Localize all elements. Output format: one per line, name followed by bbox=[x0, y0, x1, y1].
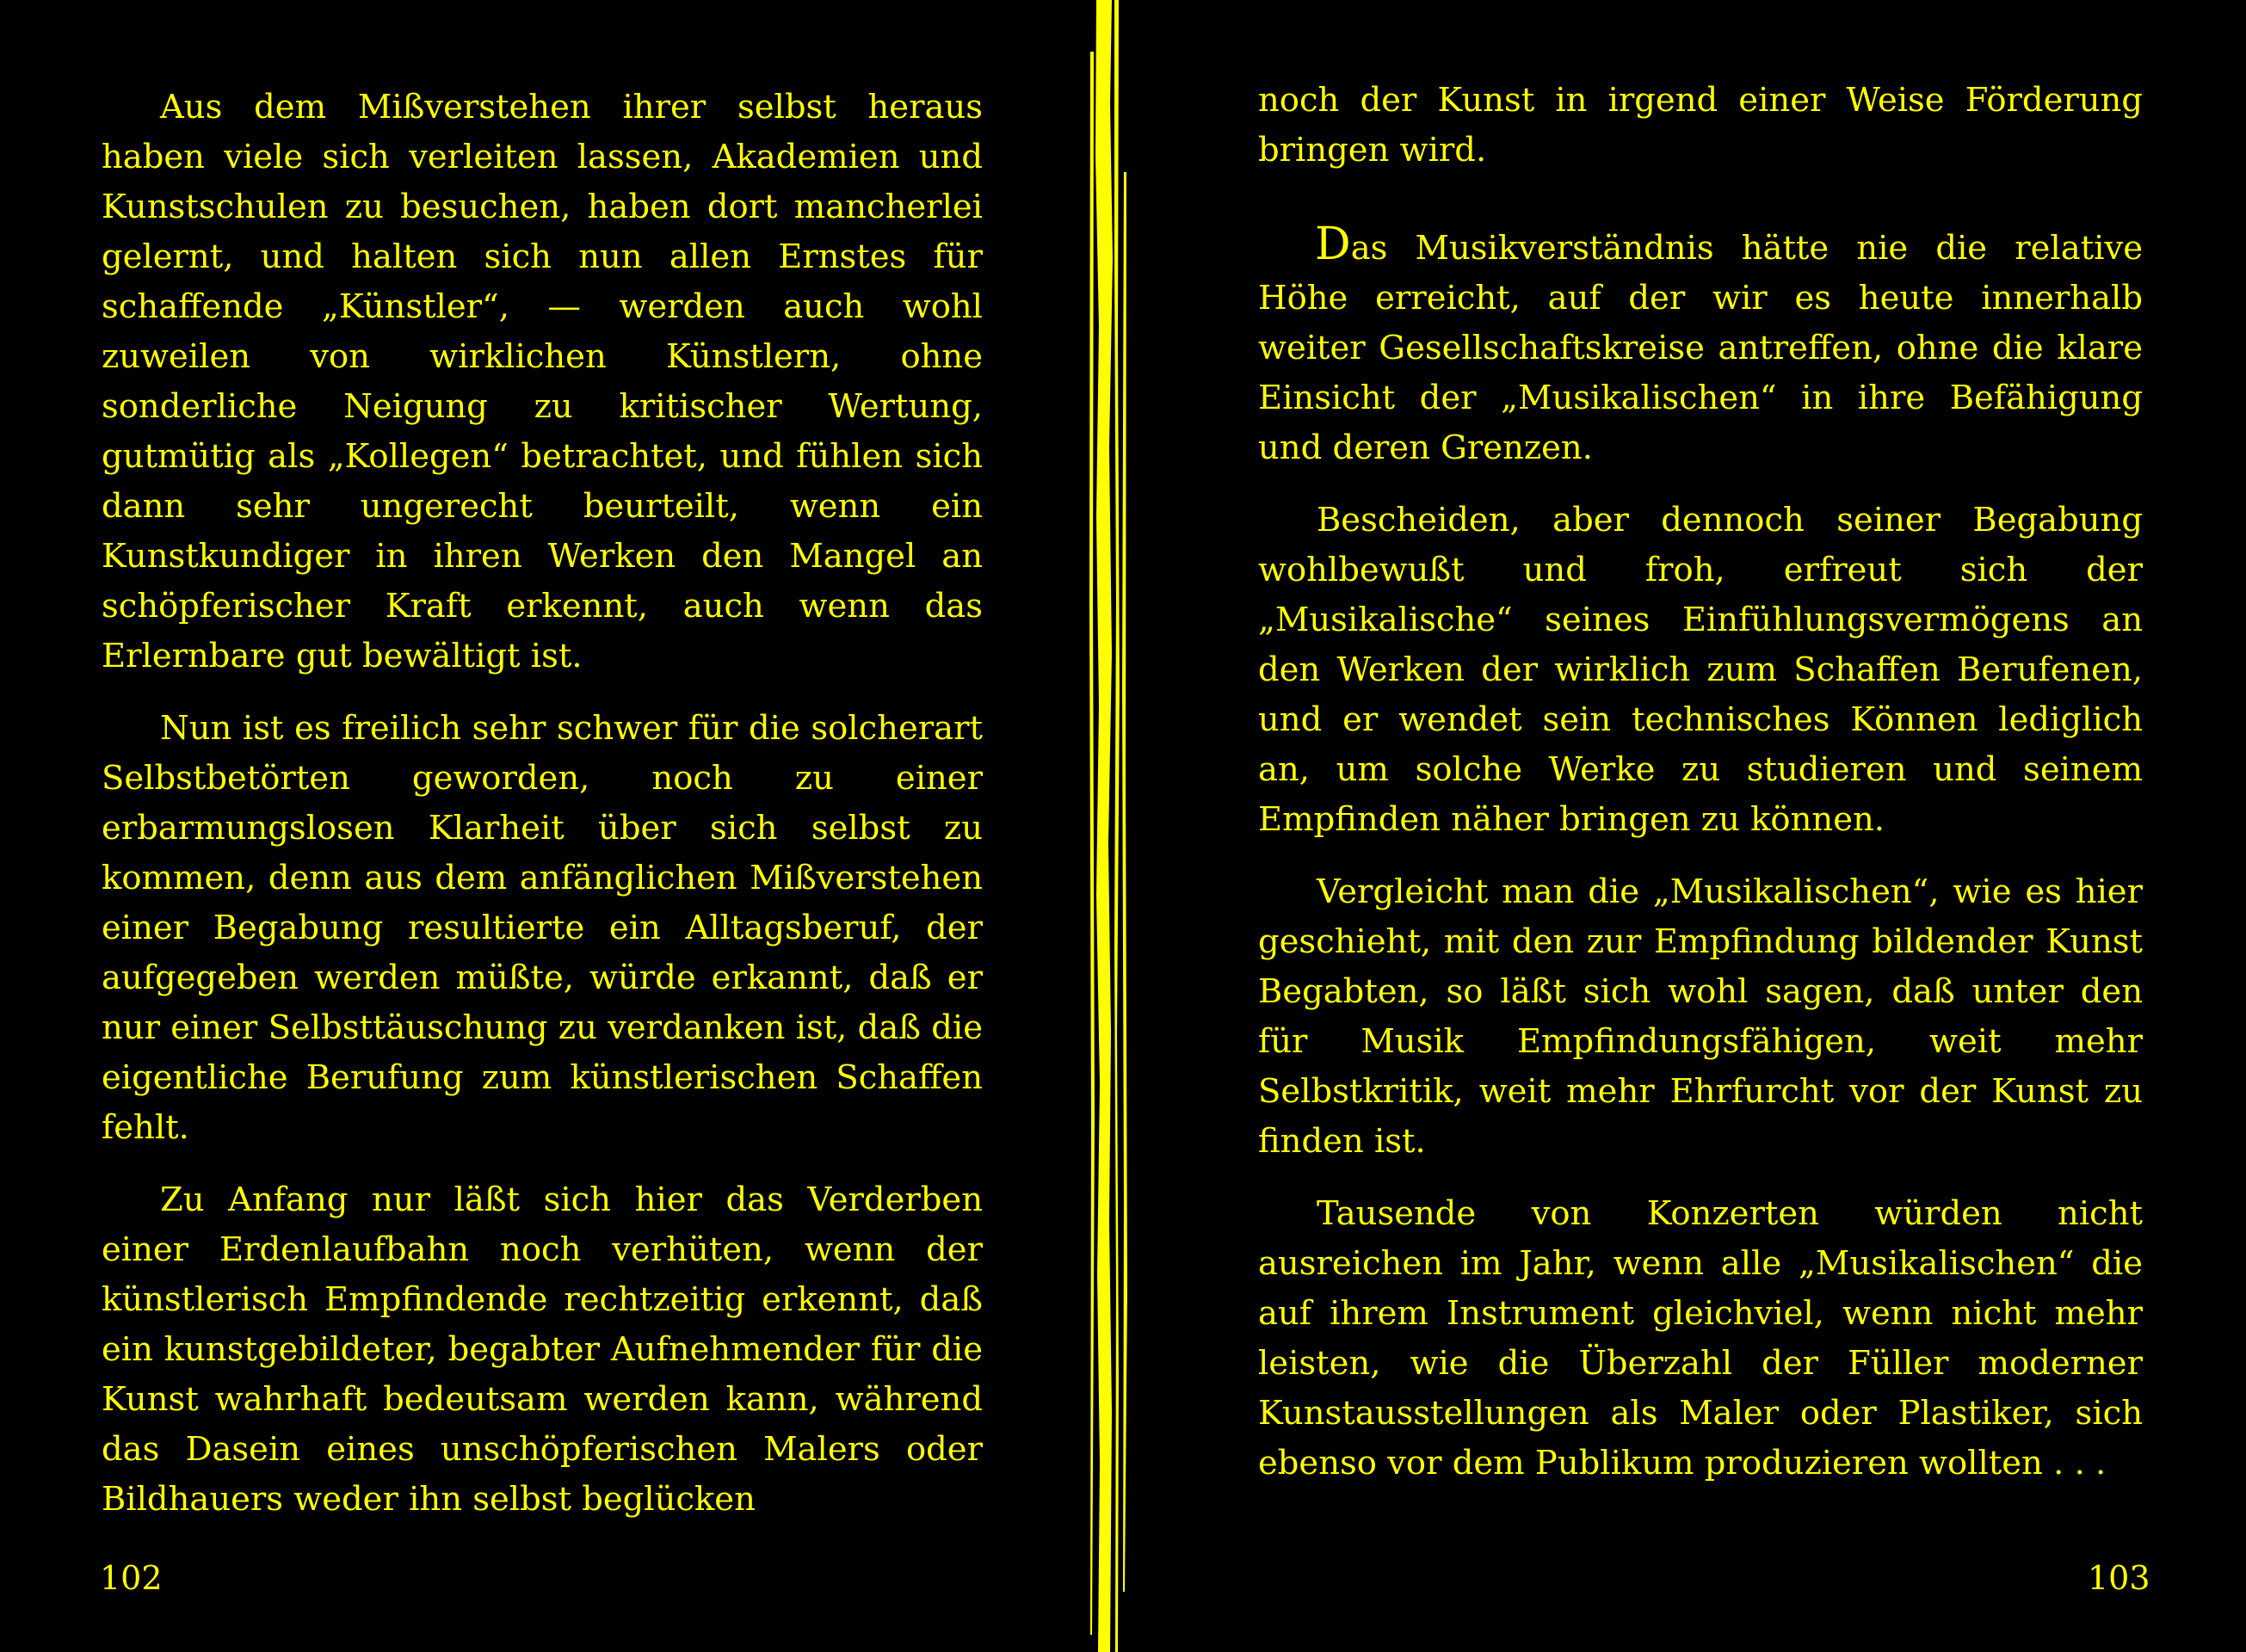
left-paragraph-3: Zu Anfang nur läßt sich hier das Verderben einer Erdenlaufbahn noch verhüten, wenn der künstlerisch Empfindende rechtzeitig erkennt, daß ein kunstgebildeter, begabter Aufnehmender für die Kunst wahrhaft bedeutsam werden kann, während das Dasein eines unschöpferischen Malers oder Bildhauers weder ihn selbst beglücken bbox=[102, 1180, 983, 1519]
right-dropcap-paragraph bbox=[1258, 219, 2143, 473]
right-continuation-paragraph: noch der Kunst in irgend einer Weise Förderung bringen wird. bbox=[1258, 81, 2143, 170]
left-page-text bbox=[102, 83, 983, 1547]
book-spine bbox=[1086, 0, 1134, 1652]
left-page-number: 102 bbox=[100, 1559, 163, 1597]
right-page-text bbox=[1258, 76, 2143, 1511]
right-paragraph-3: Tausende von Konzerten würden nicht ausreichen im Jahr, wenn alle „Musikalischen“ die auf ihrem Instrument gleichviel, wenn nicht mehr leisten, wie die Überzahl der Füller moderner Kunstausstellungen als Maler oder Plastiker, sich ebenso vor dem Publikum produzieren wollten . . . bbox=[1258, 1194, 2143, 1482]
left-page bbox=[0, 0, 1093, 1652]
right-paragraph-2: Vergleicht man die „Musikalischen“, wie es hier geschieht, mit den zur Empfindung bildender Kunst Begabten, so läßt sich wohl sagen, daß unter den für Musik Empfindungsfähigen, weit mehr Selbstkritik, weit mehr Ehrfurcht vor der Kunst zu finden ist. bbox=[1258, 872, 2143, 1161]
right-page-number: 103 bbox=[2088, 1559, 2150, 1597]
left-paragraph-1: Aus dem Mißverstehen ihrer selbst heraus haben viele sich verleiten lassen, Akademien und Kunstschulen zu besuchen, haben dort mancherlei gelernt, und halten sich nun allen Ernstes für schaffende „Künstler“, — werden auch wohl zuweilen von wirklichen Künstlern, ohne sonderliche Neigung zu kritischer Wertung, gutmütig als „Kollegen“ betrachtet, und fühlen sich dann sehr ungerecht beurteilt, wenn ein Kunstkundiger in ihren Werken den Mangel an schöpferischer Kraft erkennt, auch wenn das Erlernbare gut bewältigt ist. bbox=[102, 88, 983, 675]
right-page bbox=[1136, 0, 2246, 1652]
left-paragraph-2: Nun ist es freilich sehr schwer für die solcherart Selbstbetörten geworden, noch zu einer erbarmungslosen Klarheit über sich selbst zu kommen, denn aus dem anfänglichen Mißverstehen einer Begabung resultierte ein Alltagsberuf, der aufgegeben werden müßte, würde erkannt, daß er nur einer Selbsttäuschung zu verdanken ist, daß die eigentliche Berufung zum künstlerischen Schaffen fehlt. bbox=[102, 709, 983, 1147]
dropcap-paragraph-text: as Musikverständnis hätte nie die relative Höhe erreicht, auf der wir es heute innerhalb weiter Gesellschaftskreise antreffen, ohne die klare Einsicht der „Musikalischen“ in ihre Befähigung und deren Grenzen. bbox=[1258, 229, 2143, 467]
dropcap-letter: D bbox=[1315, 219, 1351, 270]
right-paragraph-1: Bescheiden, aber dennoch seiner Begabung wohlbewußt und froh, erfreut sich der „Musikalische“ seines Einfühlungsvermögens an den Werken der wirklich zum Schaffen Berufenen, und er wendet sein technisches Können lediglich an, um solche Werke zu studieren und seinem Empfinden näher bringen zu können. bbox=[1258, 501, 2143, 839]
